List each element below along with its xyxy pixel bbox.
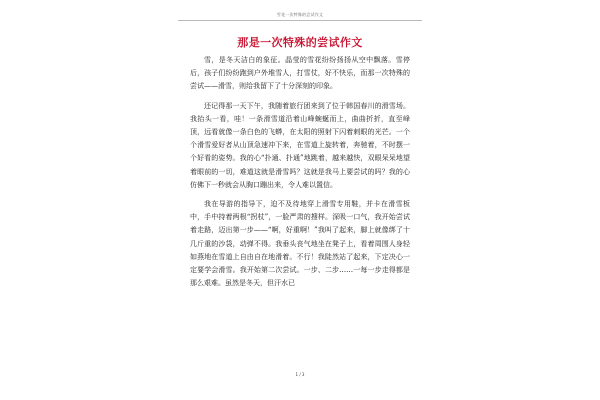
paragraph-1: 雪，是冬天洁白的象征。晶莹的雪花纷纷扬扬从空中飘落。雪停后，孩子们纷纷跑到户外堆雪人，打雪仗，好不快乐，而那一次特殊的尝试——滑雪，则给我留下了十分深刻的印象。 bbox=[190, 56, 410, 91]
document-body bbox=[190, 54, 410, 296]
header-divider bbox=[178, 20, 422, 21]
document-title: 那是一次特殊的尝试作文 bbox=[237, 36, 363, 49]
page-number: 1 / 3 bbox=[295, 372, 305, 377]
paragraph-3: 我在导游的指导下，迫不及待地穿上滑雪专用鞋，并卡在滑雪板中，手中持着两根“拐杖”，一脸严肃的搜样。深吸一口气，我开始尝试着走路，迈出第一步——“啊，好重啊！”我叫了起来，脚上就像绑了十几斤重的沙袋，动弹不得。我垂头丧气地坐在凳子上，看着周围人身轻如燕地在雪道上自由自在地滑着。不行！我陡然站了起来，下定决心一定要学会滑雪。我开始第二次尝试。一步、二步……一每一步走得都是那么艰难。虽然是冬天，但汗水已 bbox=[190, 200, 410, 288]
page-header: 雪花一次特殊的尝试作文 bbox=[276, 12, 324, 17]
paragraph-2: 还记得那一天下午，我随着旅行团来到了位于韩国春川的滑雪场。我抬头一看，哇！一条滑雪道沿着山峰蜿蜒而上，曲曲折折，直至峰顶，远看就像一条白色的飞蟒，在太阳的照射下闪着刺眼的光芒。一个个滑雪爱好者从山顶急速冲下来，在雪道上旋转着，奔驰着，不时摆一个好看的姿势。我的心“扑通、扑通”地跳着，越来越快，双眼呆呆地望着眼前的一切，难道这就是滑雪吗？这就是我马上要尝试的吗？我的心仿佛下一秒就会从胸口蹦出来，令人难以置信。 bbox=[190, 101, 410, 189]
